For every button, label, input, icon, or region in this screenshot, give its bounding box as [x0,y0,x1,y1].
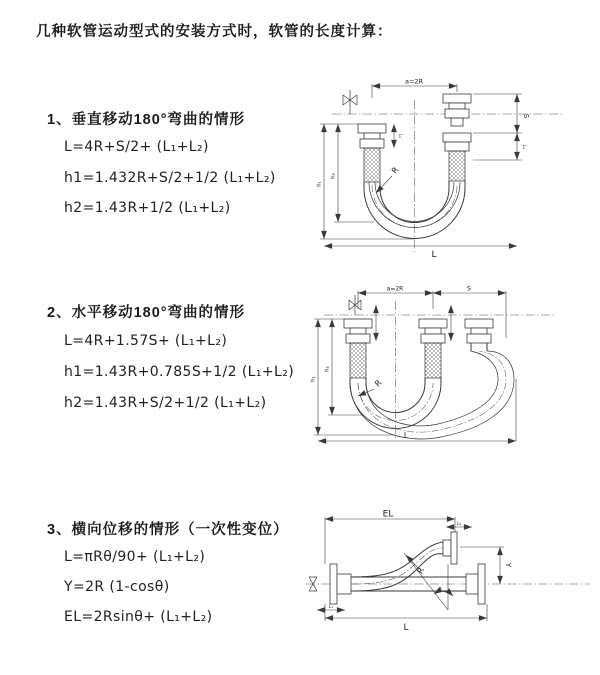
section-3-formula-y: Y=2R (1-cosθ) [64,579,170,595]
section-1-heading: 1、垂直移动180°弯曲的情形 [47,112,246,128]
dim-s-label: S [466,284,472,293]
radius-label: R [415,566,427,576]
dim-a2r-label: a=2R [386,285,404,293]
section-3-formula-l: L=πRθ/90+ (L₁+L₂) [64,549,206,565]
diagram-lateral-displacement [300,506,596,648]
length-label: L [403,431,409,440]
valve-icon [349,295,361,315]
dimension-s [433,285,506,294]
radius-callout [406,555,426,575]
dimension-l [324,246,517,260]
middle-end-fitting [419,319,447,378]
dimension-el [325,510,455,565]
radius-label: R [389,165,401,176]
dim-l1-label: L₁ [397,133,402,139]
section-2-formula-h2: h2=1.43R+S/2+1/2 (L₁+L₂) [64,395,267,411]
dimension-l2 [446,521,472,527]
diagram-vertical-180-bend [312,76,584,258]
left-end-fitting [344,319,372,378]
dimension-l1 [317,604,345,610]
dimension-l [325,604,487,633]
top-right-flange [443,532,457,564]
length-label: L [431,250,437,260]
right-end-fitting [443,94,471,181]
dim-h1-label: h₁ [316,181,323,187]
section-2-heading: 2、水平移动180°弯曲的情形 [47,305,246,321]
section-3-heading: 3、横向位移的情形（一次性变位） [47,522,289,538]
valve-icon [343,90,357,114]
section-2-formula-l: L=4R+1.57S+ (L₁+L₂) [64,333,228,349]
dim-y-label: Y [504,562,512,568]
section-1-formula-h1: h1=1.432R+S/2+1/2 (L₁+L₂) [64,170,276,186]
dim-s-label: S [522,113,530,119]
dim-h2-label: h₂ [324,366,331,372]
dim-el-label: EL [382,509,394,520]
displaced-end-fitting [465,319,493,351]
section-3-formula-el: EL=2Rsinθ+ (L₁+L₂) [64,609,213,625]
section-1-formula-l: L=4R+S/2+ (L₁+L₂) [64,139,209,155]
dimension-s [473,94,530,160]
page-title: 几种软管运动型式的安装方式时，软管的长度计算： [36,24,393,40]
section-1-formula-h2: h2=1.43R+1/2 (L₁+L₂) [64,200,231,216]
left-flange [330,564,351,604]
radius-callout [358,378,384,396]
left-end-fitting [358,124,386,182]
dim-h2-label: h₂ [330,173,337,179]
dim-a2r-label: a=2R [404,77,424,86]
angle-theta-label: θ [438,587,442,593]
dimension-l [318,379,516,441]
diagram-horizontal-180-bend [306,283,598,445]
angle-theta [404,553,453,610]
dim-l2-label: L₂ [456,522,462,527]
dimension-l1 [394,124,403,148]
dim-h1-label: h₁ [310,376,317,382]
right-flange [466,564,485,604]
dim-l2-label: L₂ [521,144,526,150]
s-curve-hose [351,542,443,591]
dim-l1-label: L₁ [328,605,334,610]
section-2-formula-h1: h1=1.43R+0.785S+1/2 (L₁+L₂) [64,364,295,380]
length-label: L [403,623,409,633]
radius-label: R [373,378,384,389]
